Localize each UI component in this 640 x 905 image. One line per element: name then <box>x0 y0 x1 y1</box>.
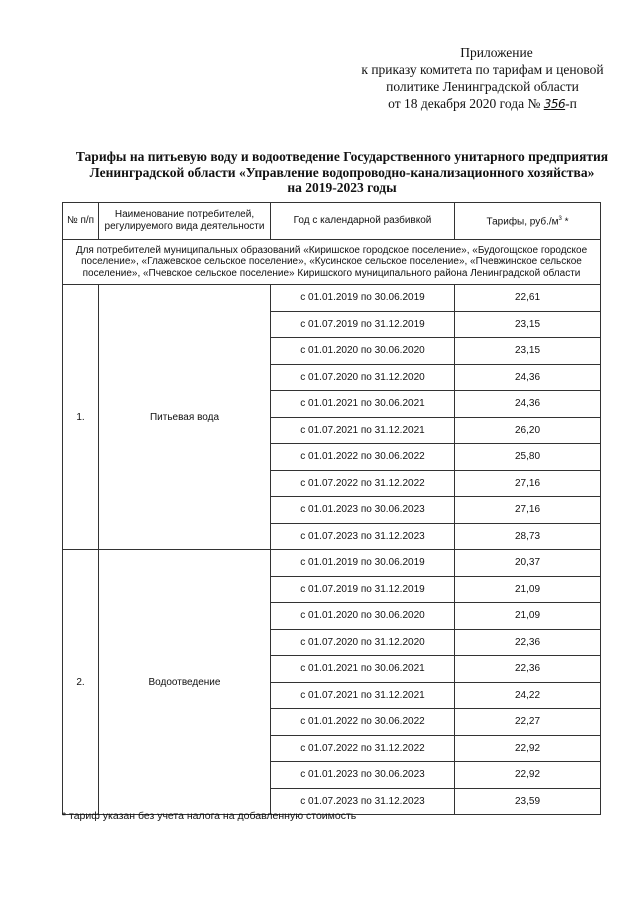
tariff-cell: 22,36 <box>455 656 601 683</box>
tariff-table-body <box>63 203 601 815</box>
table-header-row <box>63 203 601 240</box>
order-suffix: -п <box>565 96 577 111</box>
period-cell: с 01.01.2022 по 30.06.2022 <box>271 444 455 471</box>
appendix-committee-line: политике Ленинградской области <box>386 79 579 94</box>
period-cell: с 01.01.2021 по 30.06.2021 <box>271 656 455 683</box>
appendix-date-line <box>340 95 625 113</box>
section-number: 2. <box>63 550 99 815</box>
tariff-cell: 22,92 <box>455 762 601 789</box>
title-line-3: на 2019-2023 годы <box>287 180 397 195</box>
tariff-cell: 24,22 <box>455 682 601 709</box>
tariff-table <box>62 202 601 815</box>
section-number: 1. <box>63 285 99 550</box>
appendix-order-line: к приказу комитета по тарифам и ценовой <box>361 62 604 77</box>
consumer-group-cell: Для потребителей муниципальных образований «Киришское городское поселение», «Будогощское городское поселение», «Глажевское сельское поселение», «Кусинское сельское поселение», «Пчевжинское сельское поселение», «Пчевское сельское поселение» Киришского муниципального района Ленинградской области <box>63 240 601 285</box>
document-title <box>62 149 622 196</box>
period-cell: с 01.07.2020 по 31.12.2020 <box>271 364 455 391</box>
tariff-cell: 21,09 <box>455 576 601 603</box>
period-cell: с 01.07.2023 по 31.12.2023 <box>271 788 455 815</box>
period-cell: с 01.07.2021 по 31.12.2021 <box>271 682 455 709</box>
period-cell: с 01.01.2019 по 30.06.2019 <box>271 285 455 312</box>
period-cell: с 01.01.2023 по 30.06.2023 <box>271 762 455 789</box>
period-cell: с 01.07.2022 по 31.12.2022 <box>271 470 455 497</box>
period-cell: с 01.07.2019 по 31.12.2019 <box>271 311 455 338</box>
order-number: 356 <box>543 97 566 111</box>
period-cell: с 01.01.2019 по 30.06.2019 <box>271 550 455 577</box>
tariff-cell: 22,61 <box>455 285 601 312</box>
section-name: Питьевая вода <box>99 285 271 550</box>
footnote: * тариф указан без учета налога на добавленную стоимость <box>62 810 357 822</box>
period-cell: с 01.01.2020 по 30.06.2020 <box>271 338 455 365</box>
period-cell: с 01.01.2021 по 30.06.2021 <box>271 391 455 418</box>
header-period: Год с календарной разбивкой <box>271 203 455 240</box>
tariff-cell: 22,92 <box>455 735 601 762</box>
tariff-cell: 22,27 <box>455 709 601 736</box>
header-tariff-sup: 3 <box>558 216 562 223</box>
appendix-date-text: от 18 декабря 2020 года № <box>388 96 541 111</box>
tariff-cell: 27,16 <box>455 470 601 497</box>
tariff-cell: 23,15 <box>455 338 601 365</box>
period-cell: с 01.07.2021 по 31.12.2021 <box>271 417 455 444</box>
appendix-label: Приложение <box>460 45 533 60</box>
period-cell: с 01.07.2023 по 31.12.2023 <box>271 523 455 550</box>
period-cell: с 01.01.2020 по 30.06.2020 <box>271 603 455 630</box>
tariff-cell: 21,09 <box>455 603 601 630</box>
period-cell: с 01.07.2022 по 31.12.2022 <box>271 735 455 762</box>
tariff-cell: 24,36 <box>455 364 601 391</box>
period-cell: с 01.07.2020 по 31.12.2020 <box>271 629 455 656</box>
table-row <box>63 550 601 577</box>
appendix-block <box>340 44 625 113</box>
tariff-cell: 24,36 <box>455 391 601 418</box>
tariff-cell: 26,20 <box>455 417 601 444</box>
period-cell: с 01.07.2019 по 31.12.2019 <box>271 576 455 603</box>
title-line-2: Ленинградской области «Управление водопроводно-канализационного хозяйства» <box>89 164 595 180</box>
section-name: Водоотведение <box>99 550 271 815</box>
header-num: № п/п <box>63 203 99 240</box>
header-tariff-label: Тарифы, руб./м <box>486 216 559 228</box>
tariff-cell: 23,15 <box>455 311 601 338</box>
tariff-cell: 22,36 <box>455 629 601 656</box>
period-cell: с 01.01.2023 по 30.06.2023 <box>271 497 455 524</box>
header-name: Наименование потребителей, регулируемого вида деятельности <box>99 203 271 240</box>
consumer-group-row <box>63 240 601 285</box>
title-line-1: Тарифы на питьевую воду и водоотведение Государственного унитарного предприятия <box>75 149 609 164</box>
header-tariff <box>455 203 601 240</box>
header-tariff-mark: * <box>561 216 569 228</box>
tariff-cell: 27,16 <box>455 497 601 524</box>
tariff-cell: 28,73 <box>455 523 601 550</box>
tariff-cell: 23,59 <box>455 788 601 815</box>
tariff-cell: 20,37 <box>455 550 601 577</box>
tariff-cell: 25,80 <box>455 444 601 471</box>
table-row <box>63 285 601 312</box>
period-cell: с 01.01.2022 по 30.06.2022 <box>271 709 455 736</box>
